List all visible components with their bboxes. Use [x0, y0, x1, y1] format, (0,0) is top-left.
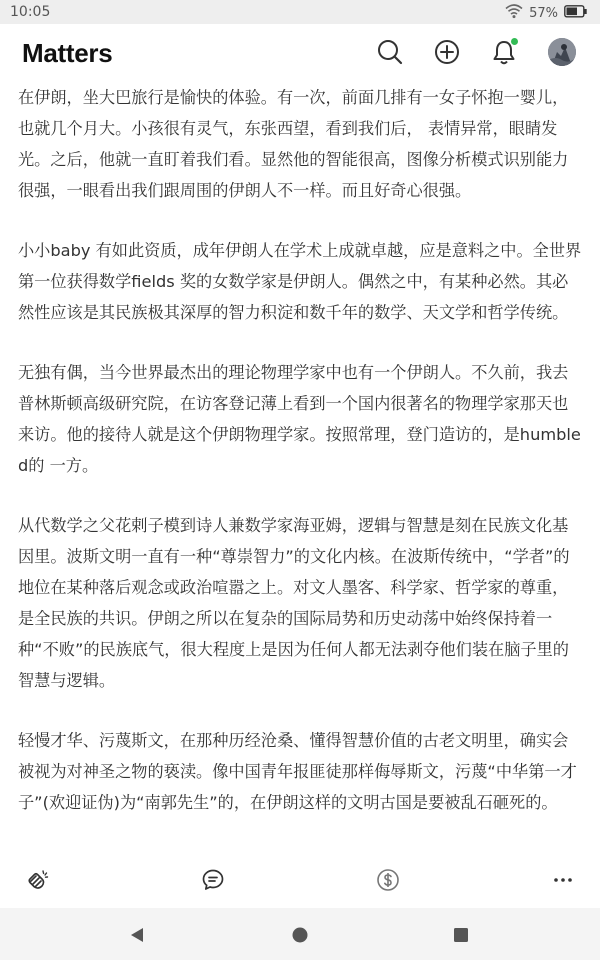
donate-icon[interactable]	[376, 868, 400, 892]
comment-icon[interactable]	[201, 868, 225, 892]
clap-icon[interactable]	[26, 868, 50, 892]
status-icons	[505, 3, 588, 23]
wifi-icon	[505, 3, 523, 23]
article-content	[18, 80, 584, 850]
status-time: 10:05	[10, 4, 51, 20]
app-header	[0, 24, 600, 80]
bell-icon[interactable]	[490, 38, 518, 66]
search-icon[interactable]	[376, 38, 404, 66]
home-icon[interactable]	[291, 926, 309, 948]
article-paragraph: 从代数学之父花剌子模到诗人兼数学家海亚姆，逻辑与智慧是刻在民族文化基因里。波斯文明一直有一种“尊崇智力”的文化内核。在波斯传统中，“学者”的地位在某种落后观念或政治喧嚣之上。对文人墨客、科学家、哲学家的尊重，是全民族的共识。伊朗之所以在复杂的国际局势和历史动荡中始终保持着一种“不败”的民族底气，很大程度上是因为任何人都无法剥夺他们装在脑子里的智慧与逻辑。	[18, 516, 570, 690]
battery-icon	[564, 5, 588, 22]
article-action-bar	[0, 852, 600, 908]
battery-percent: 57%	[529, 5, 558, 21]
avatar[interactable]	[548, 38, 576, 66]
more-icon[interactable]	[551, 868, 575, 892]
article-paragraph: 在伊朗，坐大巴旅行是愉快的体验。有一次，前面几排有一女子怀抱一婴儿，也就几个月大。小孩很有灵气，东张西望，看到我们后， 表情异常，眼睛发光。之后，他就一直盯着我们看。显然他的智能很高，图像分析模式识别能力很强，一眼看出我们跟周围的伊朗人不一样。而且好奇心很强。	[18, 88, 569, 200]
article-paragraph: 轻慢才华、污蔑斯文，在那种历经沧桑、懂得智慧价值的古老文明里，确实会被视为对神圣之物的亵渎。像中国青年报匪徒那样侮辱斯文，污蔑“中华第一才子”(欢迎证伪)为“南郭先生”的，在伊朗这样的文明古国是要被乱石砸死的。	[18, 731, 577, 812]
recents-icon[interactable]	[453, 927, 469, 947]
back-icon[interactable]	[128, 926, 146, 948]
app-logo[interactable]: Matters	[22, 38, 113, 68]
status-bar	[0, 0, 600, 24]
system-nav-bar	[0, 908, 600, 960]
article-paragraph: 无独有偶，当今世界最杰出的理论物理学家中也有一个伊朗人。不久前，我去普林斯顿高级研究院，在访客登记薄上看到一个国内很著名的物理学家那天也来访。他的接待人就是这个伊朗物理学家。按照常理，登门造访的，是humbled的 一方。	[18, 363, 581, 475]
notification-dot	[511, 38, 518, 45]
add-icon[interactable]	[433, 38, 461, 66]
article-paragraph: 小小baby 有如此资质，成年伊朗人在学术上成就卓越，应是意料之中。全世界第一位获得数学fields 奖的女数学家是伊朗人。偶然之中，有某种必然。其必然性应该是其民族极其深厚的智力积淀和数千年的数学、天文学和哲学传统。	[18, 241, 582, 322]
